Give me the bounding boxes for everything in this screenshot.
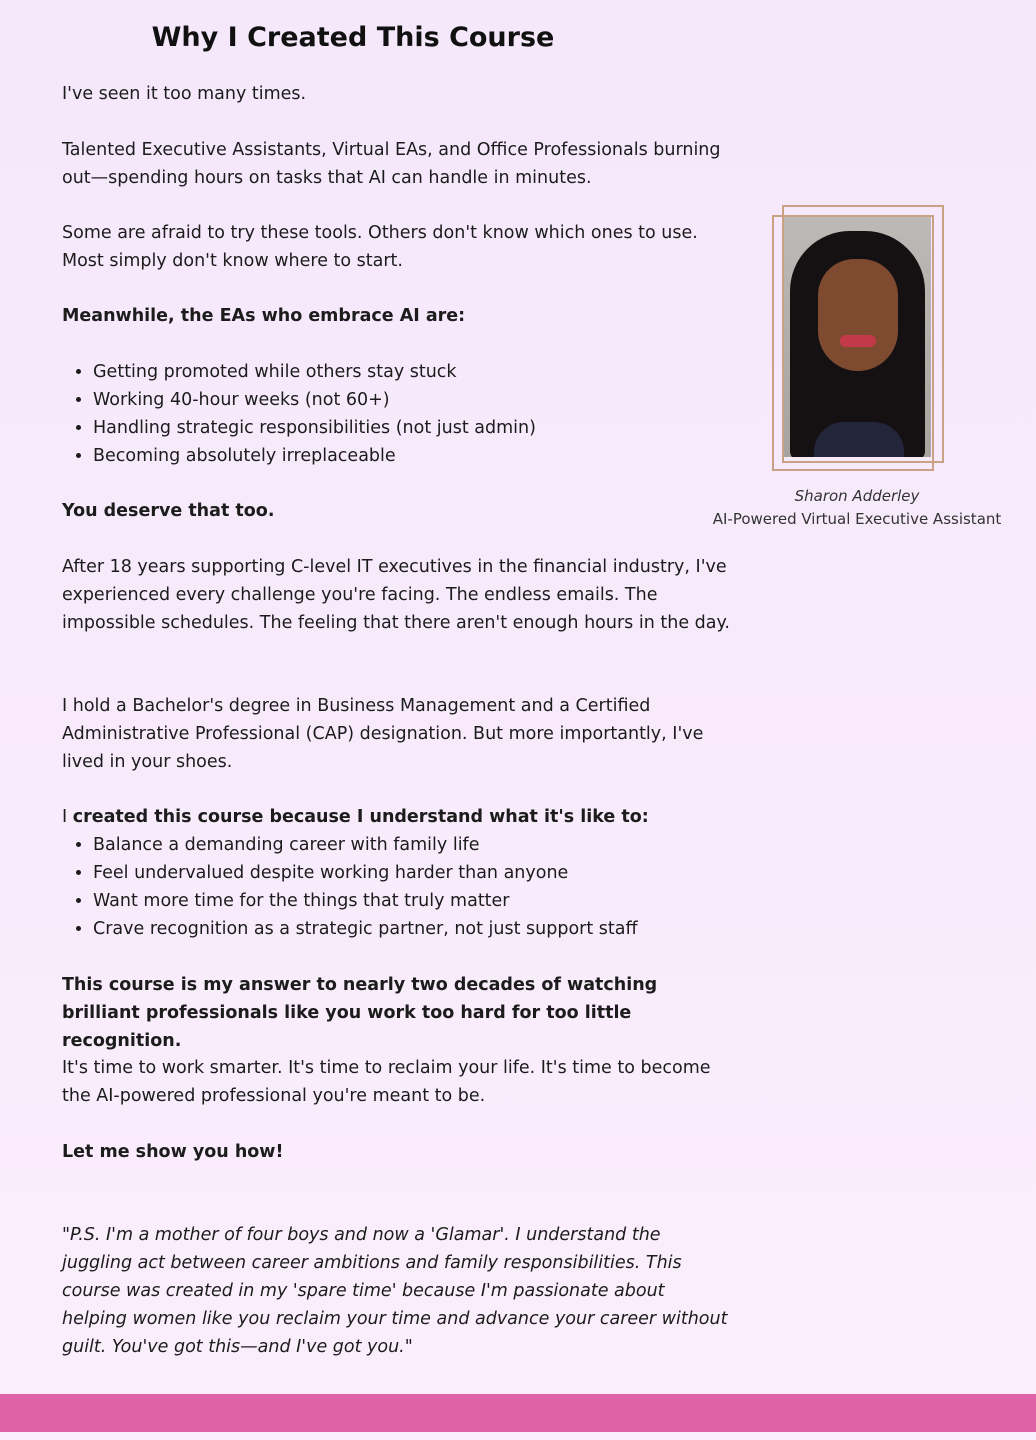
intro-paragraph: I've seen it too many times. xyxy=(62,84,307,104)
list-item: • Want more time for the things that truly matter xyxy=(93,887,734,915)
author-photo xyxy=(784,217,931,457)
burnout-paragraph: Talented Executive Assistants, Virtual EAs, and Office Professionals burning out—spending hours on tasks that AI can handle in minutes. xyxy=(62,140,721,188)
credentials-paragraph: I hold a Bachelor's degree in Business Management and a Certified Administrative Professional (CAP) designation. But more importantly, I've lived in your shoes. xyxy=(62,696,704,772)
meanwhile-heading: Meanwhile, the EAs who embrace AI are: xyxy=(62,306,466,326)
deserve-heading: You deserve that too. xyxy=(62,501,275,521)
list-item: • Handling strategic responsibilities (not just admin) xyxy=(93,414,734,442)
author-name: Sharon Adderley xyxy=(794,487,920,505)
afraid-paragraph: Some are afraid to try these tools. Others don't know which ones to use. Most simply don't know where to start. xyxy=(62,223,698,271)
list-item: • Crave recognition as a strategic partner, not just support staff xyxy=(93,915,734,943)
author-role: AI-Powered Virtual Executive Assistant xyxy=(712,510,1002,528)
list-item: • Working 40-hour weeks (not 60+) xyxy=(93,386,734,414)
answer-paragraph: This course is my answer to nearly two decades of watching brilliant professionals like you work too hard for too little recognition. xyxy=(62,975,658,1051)
page-title: Why I Created This Course xyxy=(151,22,555,53)
ps-paragraph: "P.S. I'm a mother of four boys and now a 'Glamar'. I understand the juggling act between career ambitions and family responsibilities. This course was created in my 'spare time' because I'm passionate about helping women like you reclaim your time and advance your career without guilt. You've got this—and I've got you." xyxy=(62,1225,728,1357)
smarter-paragraph: It's time to work smarter. It's time to reclaim your life. It's time to become the AI-powered professional you're meant to be. xyxy=(62,1058,711,1106)
list-item: • Balance a demanding career with family life xyxy=(93,831,734,859)
list-item: • Becoming absolutely irreplaceable xyxy=(93,442,734,470)
show-heading: Let me show you how! xyxy=(62,1142,284,1162)
benefits-list xyxy=(62,358,734,470)
footer-accent-bar xyxy=(0,1394,1036,1432)
list-item: • Getting promoted while others stay stuck xyxy=(93,358,734,386)
author-photo-frame xyxy=(772,205,942,469)
created-section xyxy=(62,803,734,943)
list-item: • Feel undervalued despite working harder than anyone xyxy=(93,859,734,887)
experience-paragraph: After 18 years supporting C-level IT executives in the financial industry, I've experienced every challenge you're facing. The endless emails. The impossible schedules. The feeling that there aren't enough hours in the day. xyxy=(62,557,730,633)
created-heading: I created this course because I understand what it's like to: xyxy=(62,807,649,827)
